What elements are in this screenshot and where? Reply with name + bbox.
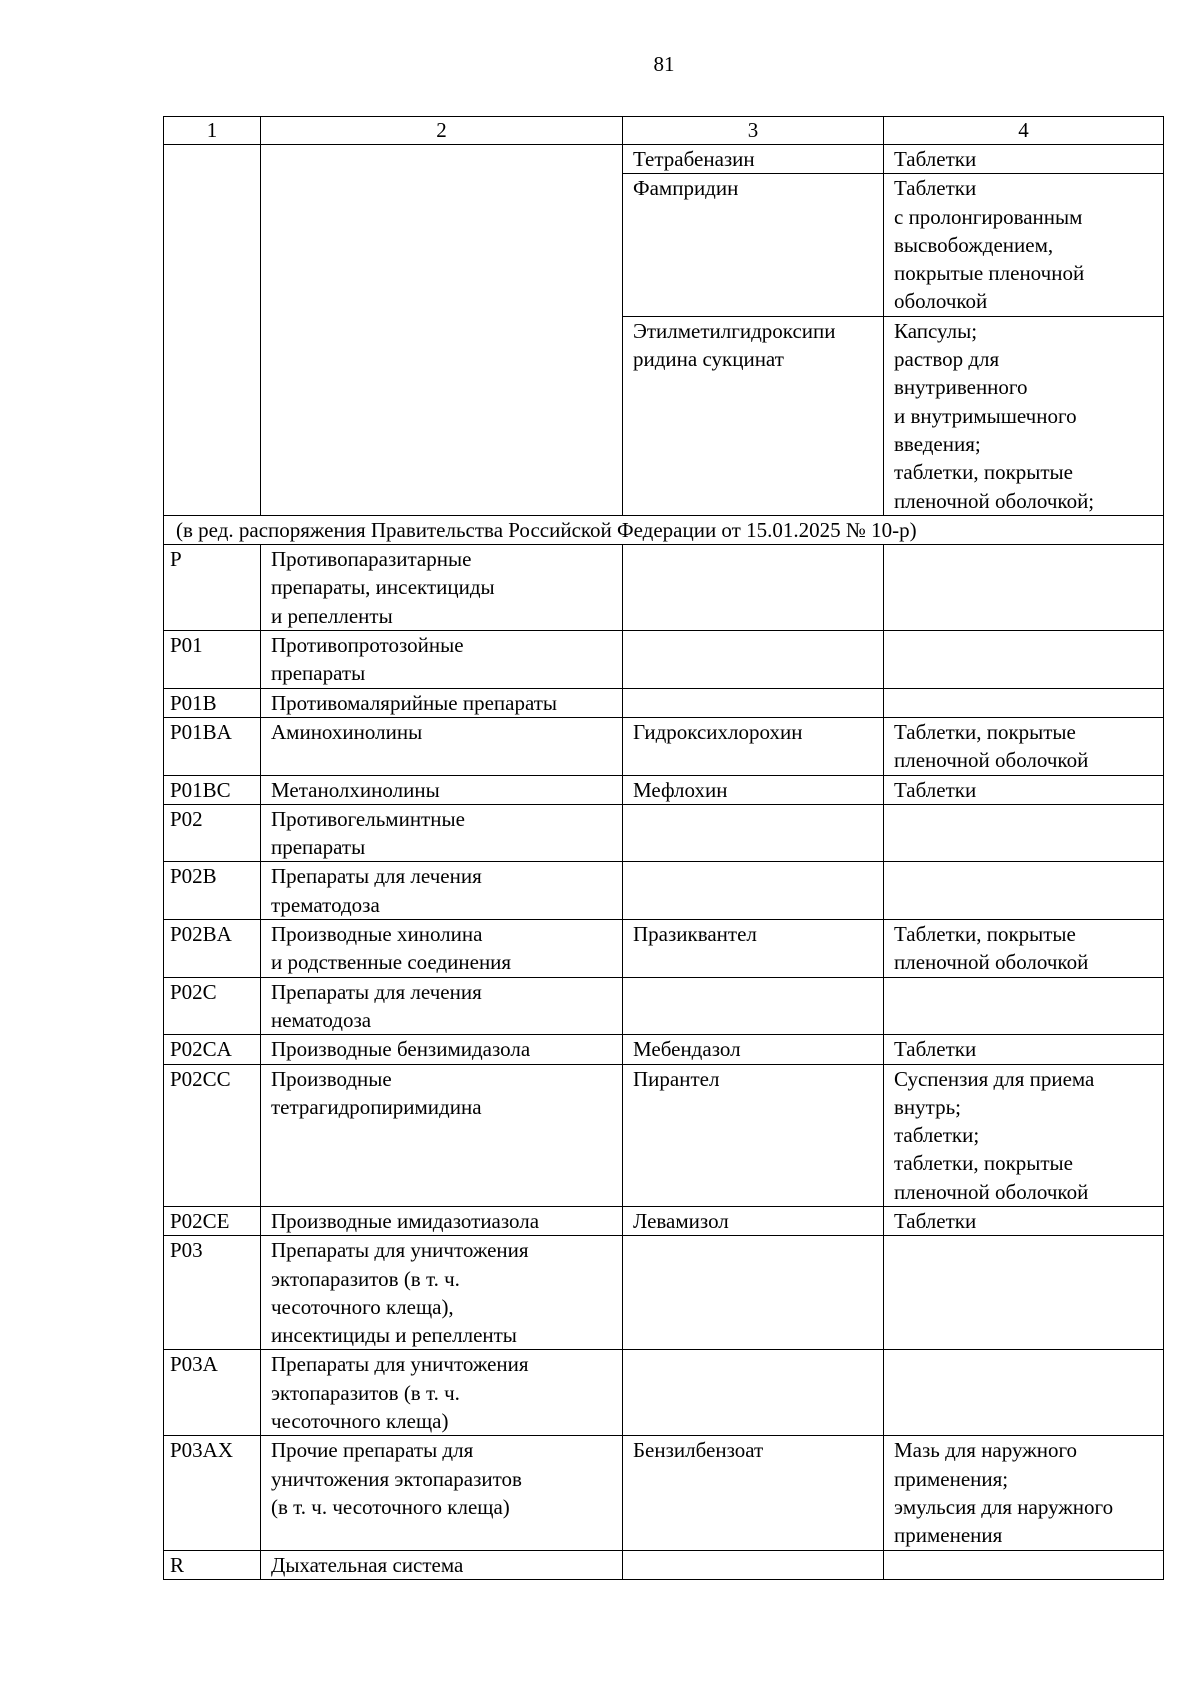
drug-name-cell: Гидроксихлорохин	[623, 717, 884, 775]
column-header: 1	[164, 117, 261, 145]
dosage-form-cell: Таблетки с пролонгированным высвобождением, покрытые пленочной оболочкой	[884, 174, 1164, 316]
atc-code-cell: P02CC	[164, 1064, 261, 1206]
dosage-form-cell: Мазь для наружного применения; эмульсия для наружного применения	[884, 1436, 1164, 1550]
dosage-form-cell	[884, 977, 1164, 1035]
dosage-form-cell: Суспензия для приема внутрь; таблетки; таблетки, покрытые пленочной оболочкой	[884, 1064, 1164, 1206]
table-row	[164, 545, 1164, 631]
atc-code-cell: P02	[164, 804, 261, 862]
group-name-cell: Дыхательная система	[261, 1550, 623, 1579]
table-row	[164, 1550, 1164, 1579]
drug-name-cell: Мефлохин	[623, 775, 884, 804]
drug-name-cell	[623, 804, 884, 862]
table-row	[164, 1035, 1164, 1064]
drug-name-cell	[623, 1236, 884, 1350]
atc-code-cell: P02CE	[164, 1206, 261, 1235]
atc-code-cell: P01BA	[164, 717, 261, 775]
dosage-form-cell	[884, 545, 1164, 631]
table-row	[164, 1064, 1164, 1206]
drug-name-cell	[623, 977, 884, 1035]
group-name-cell: Аминохинолины	[261, 717, 623, 775]
table-row	[164, 804, 1164, 862]
dosage-form-cell	[884, 1550, 1164, 1579]
drug-name-cell	[623, 1550, 884, 1579]
amendment-note: (в ред. распоряжения Правительства Российской Федерации от 15.01.2025 № 10-р)	[164, 515, 1164, 544]
group-name-cell: Противогельминтные препараты	[261, 804, 623, 862]
group-name-cell: Производные хинолина и родственные соединения	[261, 920, 623, 978]
group-name-cell: Производные тетрагидропиримидина	[261, 1064, 623, 1206]
atc-code-cell: P02B	[164, 862, 261, 920]
table-row	[164, 920, 1164, 978]
group-name-cell: Производные имидазотиазола	[261, 1206, 623, 1235]
dosage-form-cell: Таблетки	[884, 1035, 1164, 1064]
atc-code-cell: P03	[164, 1236, 261, 1350]
dosage-form-cell	[884, 688, 1164, 717]
atc-code-cell: P01B	[164, 688, 261, 717]
atc-code-cell: P01	[164, 631, 261, 689]
group-name-cell: Производные бензимидазола	[261, 1035, 623, 1064]
atc-code-cell: P03A	[164, 1350, 261, 1436]
drug-name-cell: Пирантел	[623, 1064, 884, 1206]
table-row	[164, 717, 1164, 775]
atc-code-cell: P03AX	[164, 1436, 261, 1550]
group-name-cell: Прочие препараты для уничтожения эктопаразитов (в т. ч. чесоточного клеща)	[261, 1436, 623, 1550]
atc-code-cell: P02BA	[164, 920, 261, 978]
table-row	[164, 1236, 1164, 1350]
dosage-form-cell: Капсулы; раствор для внутривенного и внутримышечного введения; таблетки, покрытые пленочной оболочкой;	[884, 316, 1164, 515]
empty-code-cell	[164, 145, 261, 516]
table-row	[164, 1436, 1164, 1550]
dosage-form-cell: Таблетки, покрытые пленочной оболочкой	[884, 717, 1164, 775]
atc-code-cell: P01BC	[164, 775, 261, 804]
drug-name-cell: Фампридин	[623, 174, 884, 316]
group-name-cell: Препараты для уничтожения эктопаразитов (в т. ч. чесоточного клеща), инсектициды и репелленты	[261, 1236, 623, 1350]
dosage-form-cell: Таблетки	[884, 1206, 1164, 1235]
table-header-row	[164, 117, 1164, 145]
medications-table	[163, 116, 1164, 1580]
dosage-form-cell: Таблетки	[884, 775, 1164, 804]
atc-code-cell: R	[164, 1550, 261, 1579]
group-name-cell: Препараты для лечения трематодоза	[261, 862, 623, 920]
atc-code-cell: P02CA	[164, 1035, 261, 1064]
drug-name-cell: Тетрабеназин	[623, 145, 884, 174]
group-name-cell: Противомалярийные препараты	[261, 688, 623, 717]
table-row	[164, 1350, 1164, 1436]
amendment-note-row	[164, 515, 1164, 544]
table-row	[164, 977, 1164, 1035]
dosage-form-cell	[884, 862, 1164, 920]
dosage-form-cell	[884, 1236, 1164, 1350]
column-header: 3	[623, 117, 884, 145]
dosage-form-cell	[884, 631, 1164, 689]
drug-name-cell: Мебендазол	[623, 1035, 884, 1064]
group-name-cell: Противопротозойные препараты	[261, 631, 623, 689]
table-row	[164, 775, 1164, 804]
dosage-form-cell: Таблетки	[884, 145, 1164, 174]
table-row	[164, 631, 1164, 689]
drug-name-cell	[623, 631, 884, 689]
group-name-cell: Препараты для уничтожения эктопаразитов (в т. ч. чесоточного клеща)	[261, 1350, 623, 1436]
atc-code-cell: P02C	[164, 977, 261, 1035]
atc-code-cell: P	[164, 545, 261, 631]
drug-name-cell	[623, 545, 884, 631]
column-header: 2	[261, 117, 623, 145]
table-row	[164, 1206, 1164, 1235]
drug-name-cell	[623, 688, 884, 717]
empty-group-cell	[261, 145, 623, 516]
drug-name-cell	[623, 862, 884, 920]
drug-name-cell: Левамизол	[623, 1206, 884, 1235]
drug-name-cell: Этилметилгидроксипи ридина сукцинат	[623, 316, 884, 515]
table-row	[164, 145, 1164, 174]
column-header: 4	[884, 117, 1164, 145]
table-row	[164, 688, 1164, 717]
group-name-cell: Противопаразитарные препараты, инсектициды и репелленты	[261, 545, 623, 631]
dosage-form-cell: Таблетки, покрытые пленочной оболочкой	[884, 920, 1164, 978]
drug-name-cell: Празиквантел	[623, 920, 884, 978]
group-name-cell: Метанолхинолины	[261, 775, 623, 804]
dosage-form-cell	[884, 804, 1164, 862]
table-row	[164, 862, 1164, 920]
dosage-form-cell	[884, 1350, 1164, 1436]
page-number: 81	[653, 52, 675, 76]
drug-name-cell	[623, 1350, 884, 1436]
drug-name-cell: Бензилбензоат	[623, 1436, 884, 1550]
group-name-cell: Препараты для лечения нематодоза	[261, 977, 623, 1035]
